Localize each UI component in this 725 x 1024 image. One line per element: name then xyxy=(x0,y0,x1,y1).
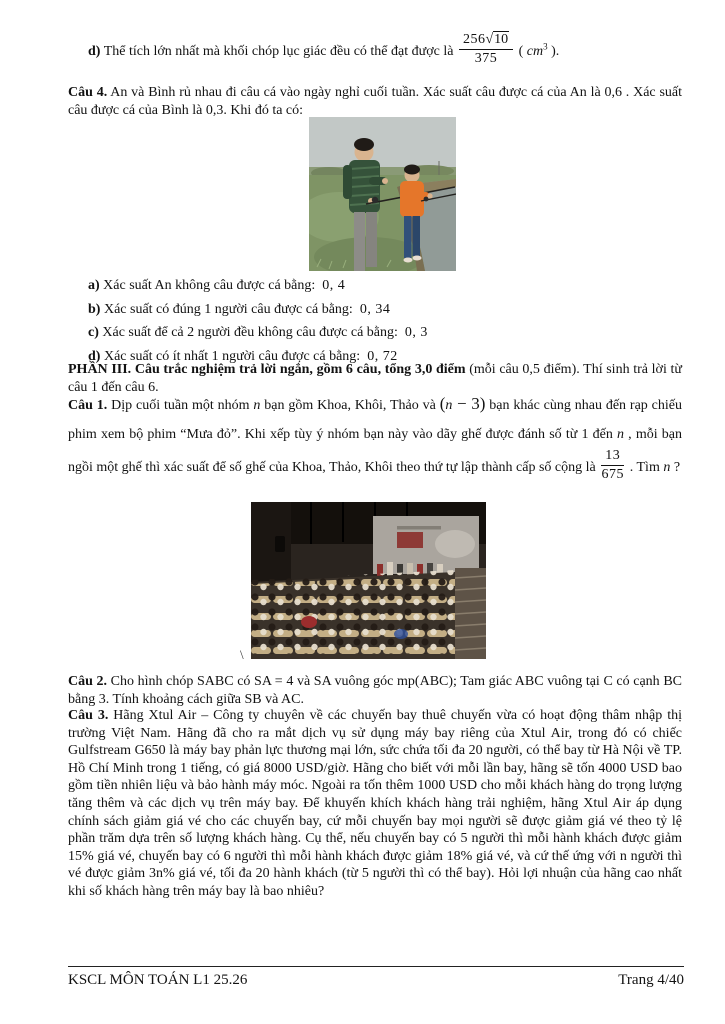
section-3-heading-bold: PHẦN III. Câu trắc nghiệm trả lời ngắn, gồm 6 câu, tổng 3,0 điểm xyxy=(68,362,466,377)
option-d-value: 0, 72 xyxy=(367,348,398,364)
section-3-heading-rest: (mỗi câu 0,5 điểm). Thí sinh trả lời từ câu 1 đến câu 6. xyxy=(68,362,682,395)
option-c-label: c) xyxy=(88,325,99,340)
question-4-option-c: c) Xác suất để cả 2 người đều không câu được cá bằng: 0, 3 xyxy=(88,325,428,340)
question-4-option-d: d) Xác suất có ít nhất 1 người câu được cá bằng: 0, 72 xyxy=(88,348,398,364)
question-4-option-b: b) Xác suất có đúng 1 người câu được cá bằng: 0, 34 xyxy=(88,301,391,317)
statement-d-label: d) xyxy=(88,43,101,59)
option-b-value: 0, 34 xyxy=(359,301,391,317)
fraction-13-675: $\frac{13}{675}$ xyxy=(601,447,624,482)
question-2-label: Câu 2. xyxy=(68,674,108,689)
question-4-text: An và Bình rủ nhau đi câu cá vào ngày nghỉ cuối tuần. Xác suất câu được cá của An là 0,6 . Xác suất câu được cá của Bình là 0,3. Khi đó ta có: xyxy=(68,85,683,118)
option-a-value: 0, 4 xyxy=(322,278,346,293)
footer-document-title: KSCL MÔN TOÁN L1 25.26 xyxy=(68,972,248,988)
unit-cm3: ( $cm^3$ ). xyxy=(518,41,560,59)
page-footer xyxy=(68,966,684,989)
var-n: n xyxy=(663,459,671,475)
option-b-label: b) xyxy=(88,301,101,317)
math-n-minus-3: (n − 3) xyxy=(439,394,486,413)
option-d-label: d) xyxy=(88,348,101,364)
question-1: Câu 1. Dịp cuối tuần một nhóm n bạn gồm Khoa, Khôi, Thảo và (n − 3) bạn khác cùng nhau đến rạp chiếu phim xem bộ phim “Mưa đỏ”. Khi xếp tùy ý nhóm bạn này vào dãy ghế được đánh số từ 1 đến n , mỗi bạn ngồi một ghế thì xác suất để số ghế của Khoa, Thảo, Khôi theo thứ tự lập thành cấp số cộng là $\frac{13}{675}$ . Tìm n ? xyxy=(68,394,682,482)
content-area xyxy=(68,0,682,1024)
question-3 xyxy=(68,707,682,901)
option-c-value: 0, 3 xyxy=(404,325,428,340)
question-4-options xyxy=(88,277,682,371)
question-2-text: Cho hình chóp SABC có SA = 4 và SA vuông góc mp(ABC); Tam giác ABC vuông tại C có cạnh BC bằng 3. Tính khoảng cách giữa SB và AC. xyxy=(68,674,682,707)
question-4 xyxy=(68,84,682,120)
question-4-label: Câu 4. xyxy=(68,85,108,100)
fishing-photo-illustration xyxy=(309,117,456,271)
cinema-photo-illustration xyxy=(251,502,486,659)
var-n: n xyxy=(617,426,625,442)
fishing-photo xyxy=(309,117,456,271)
option-a-label: a) xyxy=(88,278,100,293)
footer-page-number: Trang 4/40 xyxy=(618,972,684,988)
question-4-option-a: a) Xác suất An không câu được cá bằng: 0, 4 xyxy=(88,278,346,293)
question-2 xyxy=(68,673,682,708)
cinema-photo xyxy=(240,502,486,662)
fraction-256sqrt10-375: $\frac{256√10}{375}$ xyxy=(457,32,515,67)
statement-d-volume xyxy=(68,34,702,69)
stray-backslash-mark: \ xyxy=(240,647,244,662)
question-1-label: Câu 1. xyxy=(68,398,108,413)
question-3-text: Hãng Xtul Air – Công ty chuyên về các chuyến bay thuê chuyến vừa có hoạt động thâm nhập thị trường Việt Nam. Hãng đã cho ra mắt dịch vụ sử dụng máy bay riêng của Xtul Air, trong đó có chiếc Gulfstream G650 là máy bay phản lực thương mại lớn, sức chứa tối đa 20 người, có thể bay từ Hà Nội về TP. Hồ Chí Minh trong 1 tiếng, có giá 8000 USD/giờ. Hãng cho biết với mỗi lần bay, hãng sẽ tốn 4000 USD bao gồm tiền nhiên liệu và bảo hành máy móc. Ngoài ra tốn thêm 1000 USD cho mỗi khách hàng do trọng lượng tăng thêm và các dịch vụ trên máy bay. Để khuyến khích khách hàng trải nghiệm, hãng Xtul Air áp dụng chính sách giảm giá vé cho các chuyến bay, cứ mỗi chuyến bay mọi người sẽ được giảm giá vé theo tỷ lệ phần trăm dựa trên số lượng khách hàng. Cụ thể, nếu chuyến bay có 5 người thì mỗi hành khách được giảm 15% giá vé, chuyến bay có 6 người thì mỗi hành khách được giảm 18% giá vé, và cứ thế ứng với n người thì vé được giảm 3n% giá vé, tối đa 20 hành khách (từ 5 người thì có thể bay). Hỏi lợi nhuận của hãng cao nhất khi số khách hàng trên máy bay là bao nhiêu? xyxy=(68,708,682,899)
var-n: n xyxy=(253,398,261,413)
question-3-label: Câu 3. xyxy=(68,708,109,723)
statement-d-text: Thể tích lớn nhất mà khối chóp lục giác đều có thể đạt được là xyxy=(103,43,454,59)
